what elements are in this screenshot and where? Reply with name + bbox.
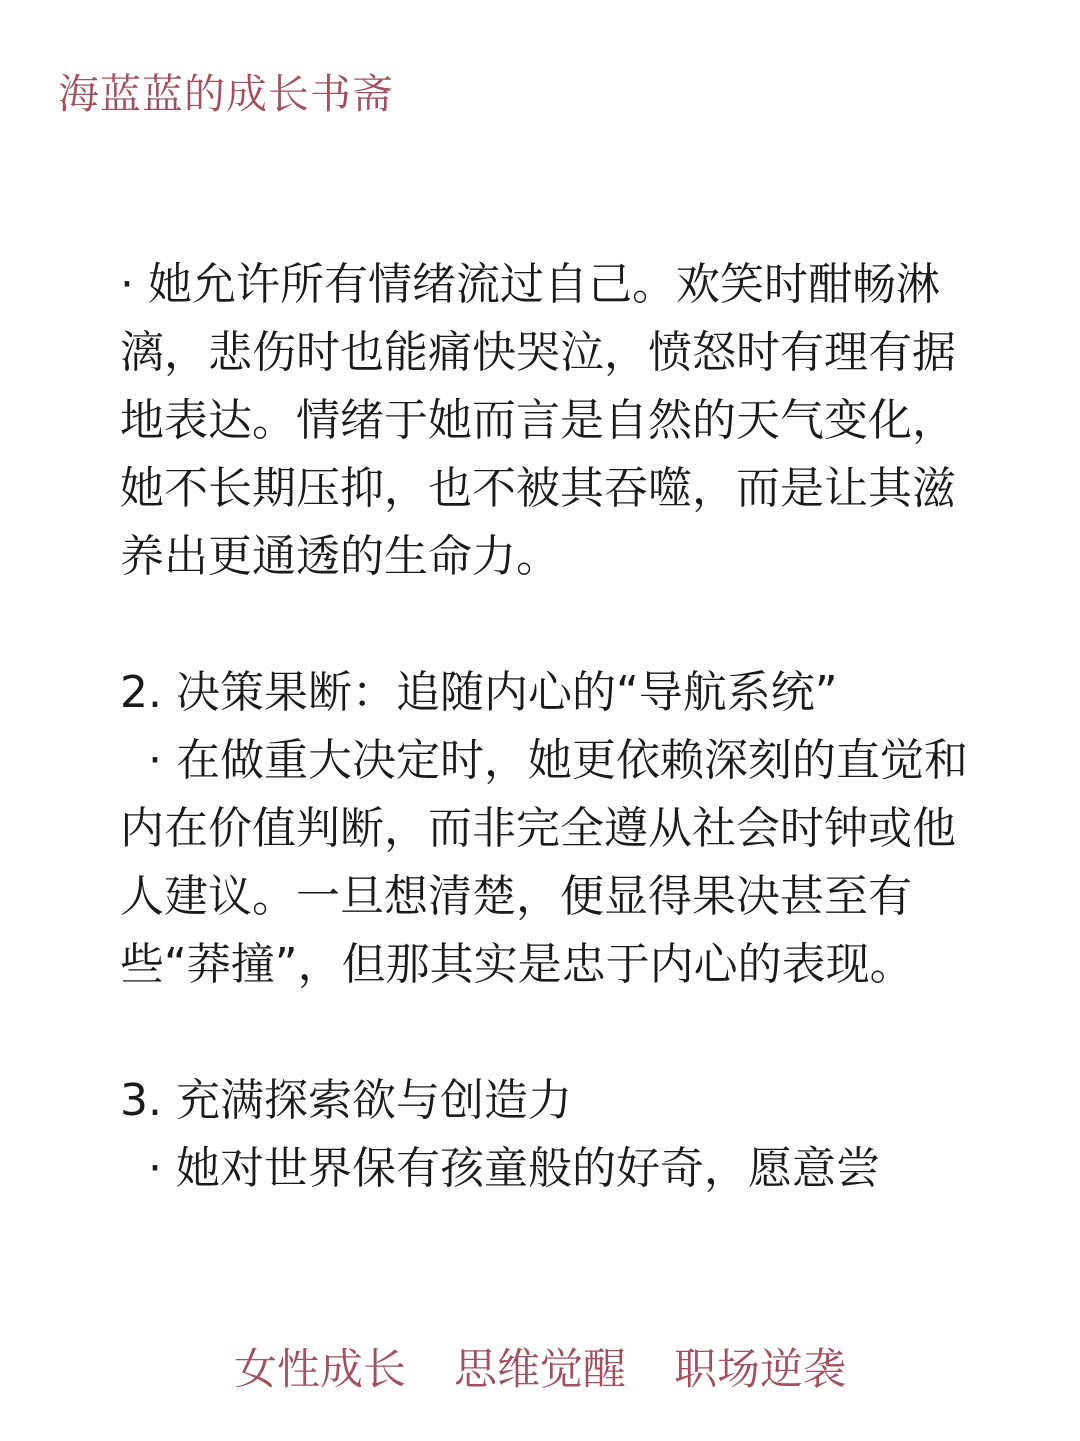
spacer bbox=[120, 999, 990, 1067]
tag-career-comeback: 职场逆袭 bbox=[674, 1345, 846, 1395]
paragraph-decisiveness: · 在做重大决定时，她更依赖深刻的直觉和内在价值判断，而非完全遵从社会时钟或他人建议。一旦想清楚，便显得果决甚至有些“莽撞”，但那其实是忠于内心的表现。 bbox=[120, 735, 968, 990]
brand-title: 海蓝蓝的成长书斋 bbox=[58, 70, 394, 118]
tag-mind-awakening: 思维觉醒 bbox=[454, 1345, 626, 1395]
section-heading-decisiveness: 2. 决策果断：追随内心的“导航系统” bbox=[120, 667, 838, 718]
paragraph-creativity: · 她对世界保有孩童般的好奇，愿意尝 bbox=[120, 1143, 880, 1194]
spacer bbox=[120, 591, 990, 659]
footer-tags bbox=[0, 1340, 1080, 1400]
article-body bbox=[120, 251, 990, 1203]
tag-women-growth: 女性成长 bbox=[234, 1345, 406, 1395]
paragraph-emotions: · 她允许所有情绪流过自己。欢笑时酣畅淋漓，悲伤时也能痛快哭泣，愤怒时有理有据地表达。情绪于她而言是自然的天气变化，她不长期压抑，也不被其吞噬，而是让其滋养出更通透的生命力。 bbox=[120, 259, 956, 582]
section-heading-creativity: 3. 充满探索欲与创造力 bbox=[120, 1075, 572, 1126]
